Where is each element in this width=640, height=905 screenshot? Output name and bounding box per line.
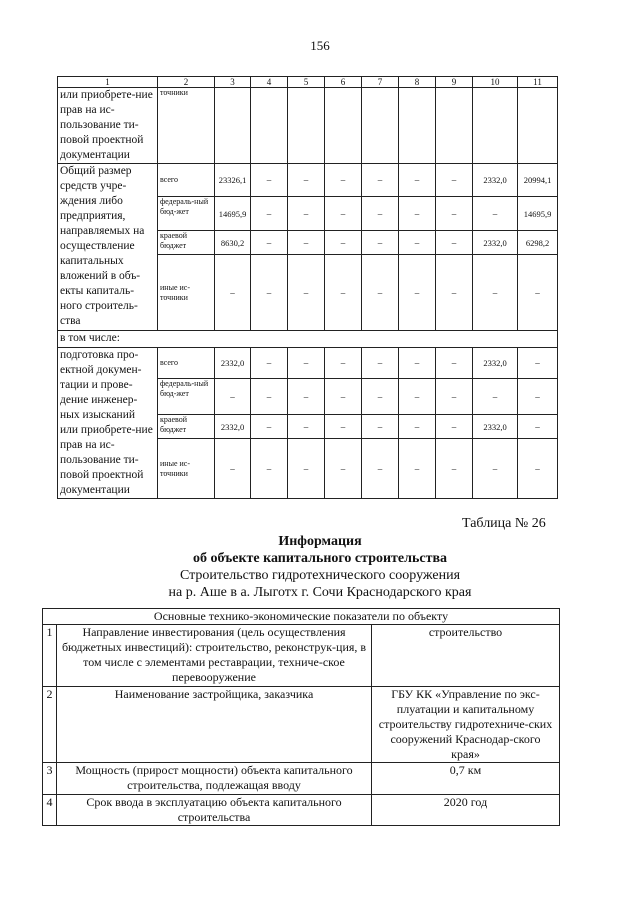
cell: –	[473, 197, 518, 231]
cell: –	[362, 415, 399, 439]
cell: 8630,2	[215, 231, 251, 255]
cell: 2332,0	[215, 415, 251, 439]
cell: –	[288, 439, 325, 499]
column-number: 1	[58, 77, 158, 88]
column-number: 3	[215, 77, 251, 88]
cell: –	[399, 164, 436, 197]
page-number: 156	[310, 38, 330, 53]
cell: –	[436, 255, 473, 331]
cell: –	[436, 348, 473, 379]
cell: –	[251, 379, 288, 415]
cell: –	[436, 415, 473, 439]
cell: –	[288, 255, 325, 331]
cell: –	[288, 415, 325, 439]
column-number: 4	[251, 77, 288, 88]
table-number: Таблица № 26	[462, 516, 546, 531]
table-row	[43, 763, 560, 795]
object-name-line-1: Строительство гидротехнического сооружения	[179, 568, 461, 583]
table-row	[43, 687, 560, 763]
cell: –	[215, 255, 251, 331]
cell: –	[362, 439, 399, 499]
cell: –	[399, 415, 436, 439]
financing-table	[57, 76, 558, 499]
cell: –	[215, 439, 251, 499]
cell: –	[325, 197, 362, 231]
table-row	[43, 625, 560, 687]
cell: 2332,0	[473, 164, 518, 197]
source-label: краевой бюджет	[158, 415, 215, 439]
cell: –	[251, 231, 288, 255]
cell: –	[362, 231, 399, 255]
continuation-row	[58, 88, 558, 164]
cell: –	[251, 415, 288, 439]
cell: –	[518, 379, 558, 415]
indicator-name: Мощность (прирост мощности) объекта капитального строительства, подлежащая вводу	[57, 763, 372, 795]
cell: 20994,1	[518, 164, 558, 197]
cell: –	[251, 439, 288, 499]
indicators-header: Основные технико-экономические показатели по объекту	[43, 609, 560, 625]
cell: –	[473, 439, 518, 499]
cell: –	[399, 197, 436, 231]
cell: 2332,0	[473, 415, 518, 439]
column-number: 10	[473, 77, 518, 88]
column-number: 6	[325, 77, 362, 88]
cell: –	[288, 348, 325, 379]
title-block	[0, 533, 640, 601]
cell: –	[251, 255, 288, 331]
column-number: 7	[362, 77, 399, 88]
cell: –	[251, 164, 288, 197]
cell: –	[288, 164, 325, 197]
table-row	[58, 164, 558, 197]
cell: –	[436, 164, 473, 197]
row-number: 2	[43, 687, 57, 763]
column-number: 2	[158, 77, 215, 88]
cell: –	[436, 197, 473, 231]
indicator-name: Направление инвестирования (цель осуществления бюджетных инвестиций): строительство, реконструк-ция, в том числе с элементами реставрации, техниче-ское перевооружение	[57, 625, 372, 687]
cell: –	[518, 348, 558, 379]
cell: –	[325, 255, 362, 331]
cell: –	[325, 415, 362, 439]
cell: –	[473, 255, 518, 331]
cell: –	[518, 439, 558, 499]
cell: –	[399, 255, 436, 331]
indicator-value: 2020 год	[372, 795, 560, 826]
cell: –	[251, 348, 288, 379]
cell: –	[362, 348, 399, 379]
cell: 2332,0	[473, 348, 518, 379]
cell: –	[251, 197, 288, 231]
cell: –	[362, 164, 399, 197]
source-label: всего	[158, 164, 215, 197]
source-label: краевой бюджет	[158, 231, 215, 255]
cell: –	[473, 379, 518, 415]
indicators-header-row	[43, 609, 560, 625]
row-number: 1	[43, 625, 57, 687]
title-heading: Информация	[278, 534, 362, 549]
cell: –	[325, 439, 362, 499]
cell: –	[436, 231, 473, 255]
cell: –	[436, 439, 473, 499]
cell: –	[362, 255, 399, 331]
cell: –	[362, 197, 399, 231]
cell: –	[399, 231, 436, 255]
cell: –	[325, 231, 362, 255]
cell: –	[399, 439, 436, 499]
indicators-table	[42, 608, 560, 826]
row-number: 3	[43, 763, 57, 795]
indicator-value: 0,7 км	[372, 763, 560, 795]
cell: –	[436, 379, 473, 415]
title-subheading: об объекте капитального строительства	[192, 551, 448, 566]
cell: –	[362, 379, 399, 415]
indicator-name: Срок ввода в эксплуатацию объекта капитального строительства	[57, 795, 372, 826]
source-label: точники	[158, 88, 215, 164]
indicator-value: ГБУ КК «Управление по экс-плуатации и капитальному строительству гидротехниче-ских сооружений Краснодар-ского края»	[372, 687, 560, 763]
source-label: всего	[158, 348, 215, 379]
cell: 6298,2	[518, 231, 558, 255]
cell: –	[399, 348, 436, 379]
source-label: иные ис-точники	[158, 439, 215, 499]
cell: –	[518, 255, 558, 331]
cell: –	[325, 379, 362, 415]
table-row	[43, 795, 560, 826]
column-number: 8	[399, 77, 436, 88]
cell: 14695,9	[215, 197, 251, 231]
cell: –	[325, 164, 362, 197]
cell: 23326,1	[215, 164, 251, 197]
row-number: 4	[43, 795, 57, 826]
cell: –	[288, 379, 325, 415]
cell: –	[215, 379, 251, 415]
column-number: 11	[518, 77, 558, 88]
source-label: федераль-ный бюд-жет	[158, 379, 215, 415]
source-label: иные ис-точники	[158, 255, 215, 331]
cell: –	[288, 231, 325, 255]
column-number: 5	[288, 77, 325, 88]
cell: 2332,0	[215, 348, 251, 379]
object-name-line-2: на р. Аше в а. Лыготх г. Сочи Краснодарского края	[168, 585, 472, 600]
cell: –	[518, 415, 558, 439]
including-label: в том числе:	[58, 331, 558, 348]
cell: –	[325, 348, 362, 379]
including-row	[58, 331, 558, 348]
indicator-name: Наименование застройщика, заказчика	[57, 687, 372, 763]
column-number-row	[58, 77, 558, 88]
source-label: федераль-ный бюд-жет	[158, 197, 215, 231]
continuation-text: или приобрете-ние прав на ис-пользование ти-повой проектной документации	[58, 88, 158, 164]
cell: 14695,9	[518, 197, 558, 231]
table-row	[58, 348, 558, 379]
group-label: подготовка про-ектной докумен-тации и прове-дение инженер-ных изысканий или приобрете-ние прав на ис-пользование ти-повой проектной документации	[58, 348, 158, 499]
cell: –	[288, 197, 325, 231]
group-label: Общий размер средств учре-ждения либо предприятия, направляемых на осуществление капитальных вложений в объ-екты капиталь-ного строитель-ства	[58, 164, 158, 331]
cell: 2332,0	[473, 231, 518, 255]
column-number: 9	[436, 77, 473, 88]
indicator-value: строительство	[372, 625, 560, 687]
cell: –	[399, 379, 436, 415]
